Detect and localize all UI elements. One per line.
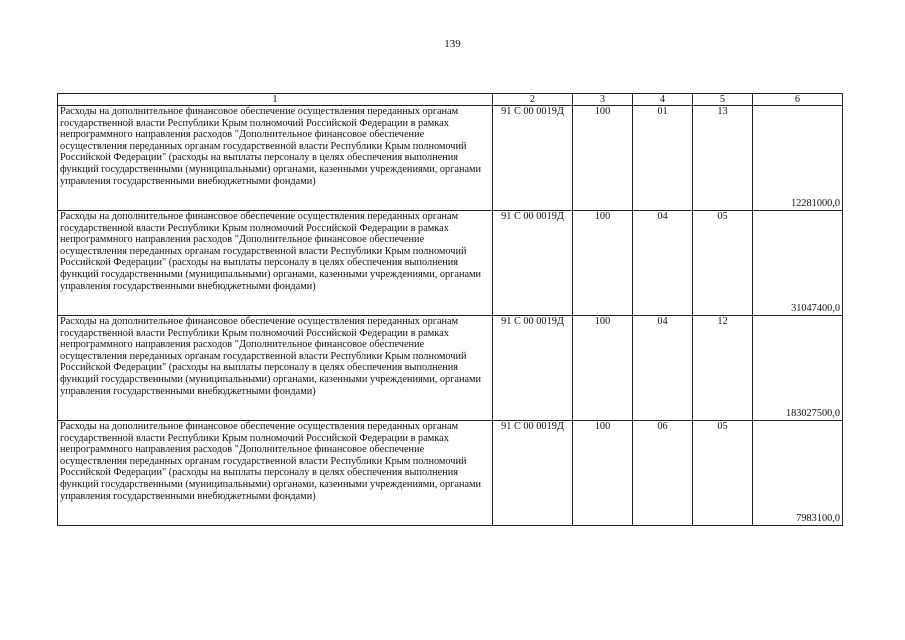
column-header-1: 1 [58, 94, 493, 106]
column-header-2: 2 [493, 94, 573, 106]
row-section: 06 [633, 421, 693, 526]
table-row [58, 106, 843, 211]
row-section: 04 [633, 316, 693, 421]
row-amount: 183027500,0 [753, 316, 843, 421]
row-expense-type: 100 [573, 421, 633, 526]
row-description: Расходы на дополнительное финансовое обеспечение осуществления переданных органам государственной власти Республики Крым полномочий Российской Федерации в рамках непрограммного направления расходов "Дополнительное финансовое обеспечение осуществления переданных органам государственной власти Республики Крым полномочий Российской Федерации" (расходы на выплаты персоналу в целях обеспечения выполнения функций государственными (муниципальными) органами, казенными учреждениями, органами управления государственными внебюджетными фондами) [58, 106, 493, 211]
row-expense-type: 100 [573, 211, 633, 316]
row-subsection: 13 [693, 106, 753, 211]
row-subsection: 05 [693, 421, 753, 526]
row-description: Расходы на дополнительное финансовое обеспечение осуществления переданных органам государственной власти Республики Крым полномочий Российской Федерации в рамках непрограммного направления расходов "Дополнительное финансовое обеспечение осуществления переданных органам государственной власти Республики Крым полномочий Российской Федерации" (расходы на выплаты персоналу в целях обеспечения выполнения функций государственными (муниципальными) органами, казенными учреждениями, органами управления государственными внебюджетными фондами) [58, 421, 493, 526]
column-header-3: 3 [573, 94, 633, 106]
table-row [58, 421, 843, 526]
row-expense-type: 100 [573, 106, 633, 211]
budget-table [57, 93, 843, 526]
row-target-code: 91 С 00 0019Д [493, 316, 573, 421]
row-target-code: 91 С 00 0019Д [493, 211, 573, 316]
column-header-5: 5 [693, 94, 753, 106]
page-number: 139 [444, 38, 461, 50]
column-header-4: 4 [633, 94, 693, 106]
row-amount: 31047400,0 [753, 211, 843, 316]
row-amount: 12281000,0 [753, 106, 843, 211]
row-subsection: 05 [693, 211, 753, 316]
row-amount: 7983100,0 [753, 421, 843, 526]
table-row [58, 316, 843, 421]
row-expense-type: 100 [573, 316, 633, 421]
header-row [58, 94, 843, 106]
row-target-code: 91 С 00 0019Д [493, 421, 573, 526]
row-description: Расходы на дополнительное финансовое обеспечение осуществления переданных органам государственной власти Республики Крым полномочий Российской Федерации в рамках непрограммного направления расходов "Дополнительное финансовое обеспечение осуществления переданных органам государственной власти Республики Крым полномочий Российской Федерации" (расходы на выплаты персоналу в целях обеспечения выполнения функций государственными (муниципальными) органами, казенными учреждениями, органами управления государственными внебюджетными фондами) [58, 211, 493, 316]
row-section: 01 [633, 106, 693, 211]
table-row [58, 211, 843, 316]
row-target-code: 91 С 00 0019Д [493, 106, 573, 211]
row-subsection: 12 [693, 316, 753, 421]
row-section: 04 [633, 211, 693, 316]
row-description: Расходы на дополнительное финансовое обеспечение осуществления переданных органам государственной власти Республики Крым полномочий Российской Федерации в рамках непрограммного направления расходов "Дополнительное финансовое обеспечение осуществления переданных органам государственной власти Республики Крым полномочий Российской Федерации" (расходы на выплаты персоналу в целях обеспечения выполнения функций государственными (муниципальными) органами, казенными учреждениями, органами управления государственными внебюджетными фондами) [58, 316, 493, 421]
column-header-6: 6 [753, 94, 843, 106]
